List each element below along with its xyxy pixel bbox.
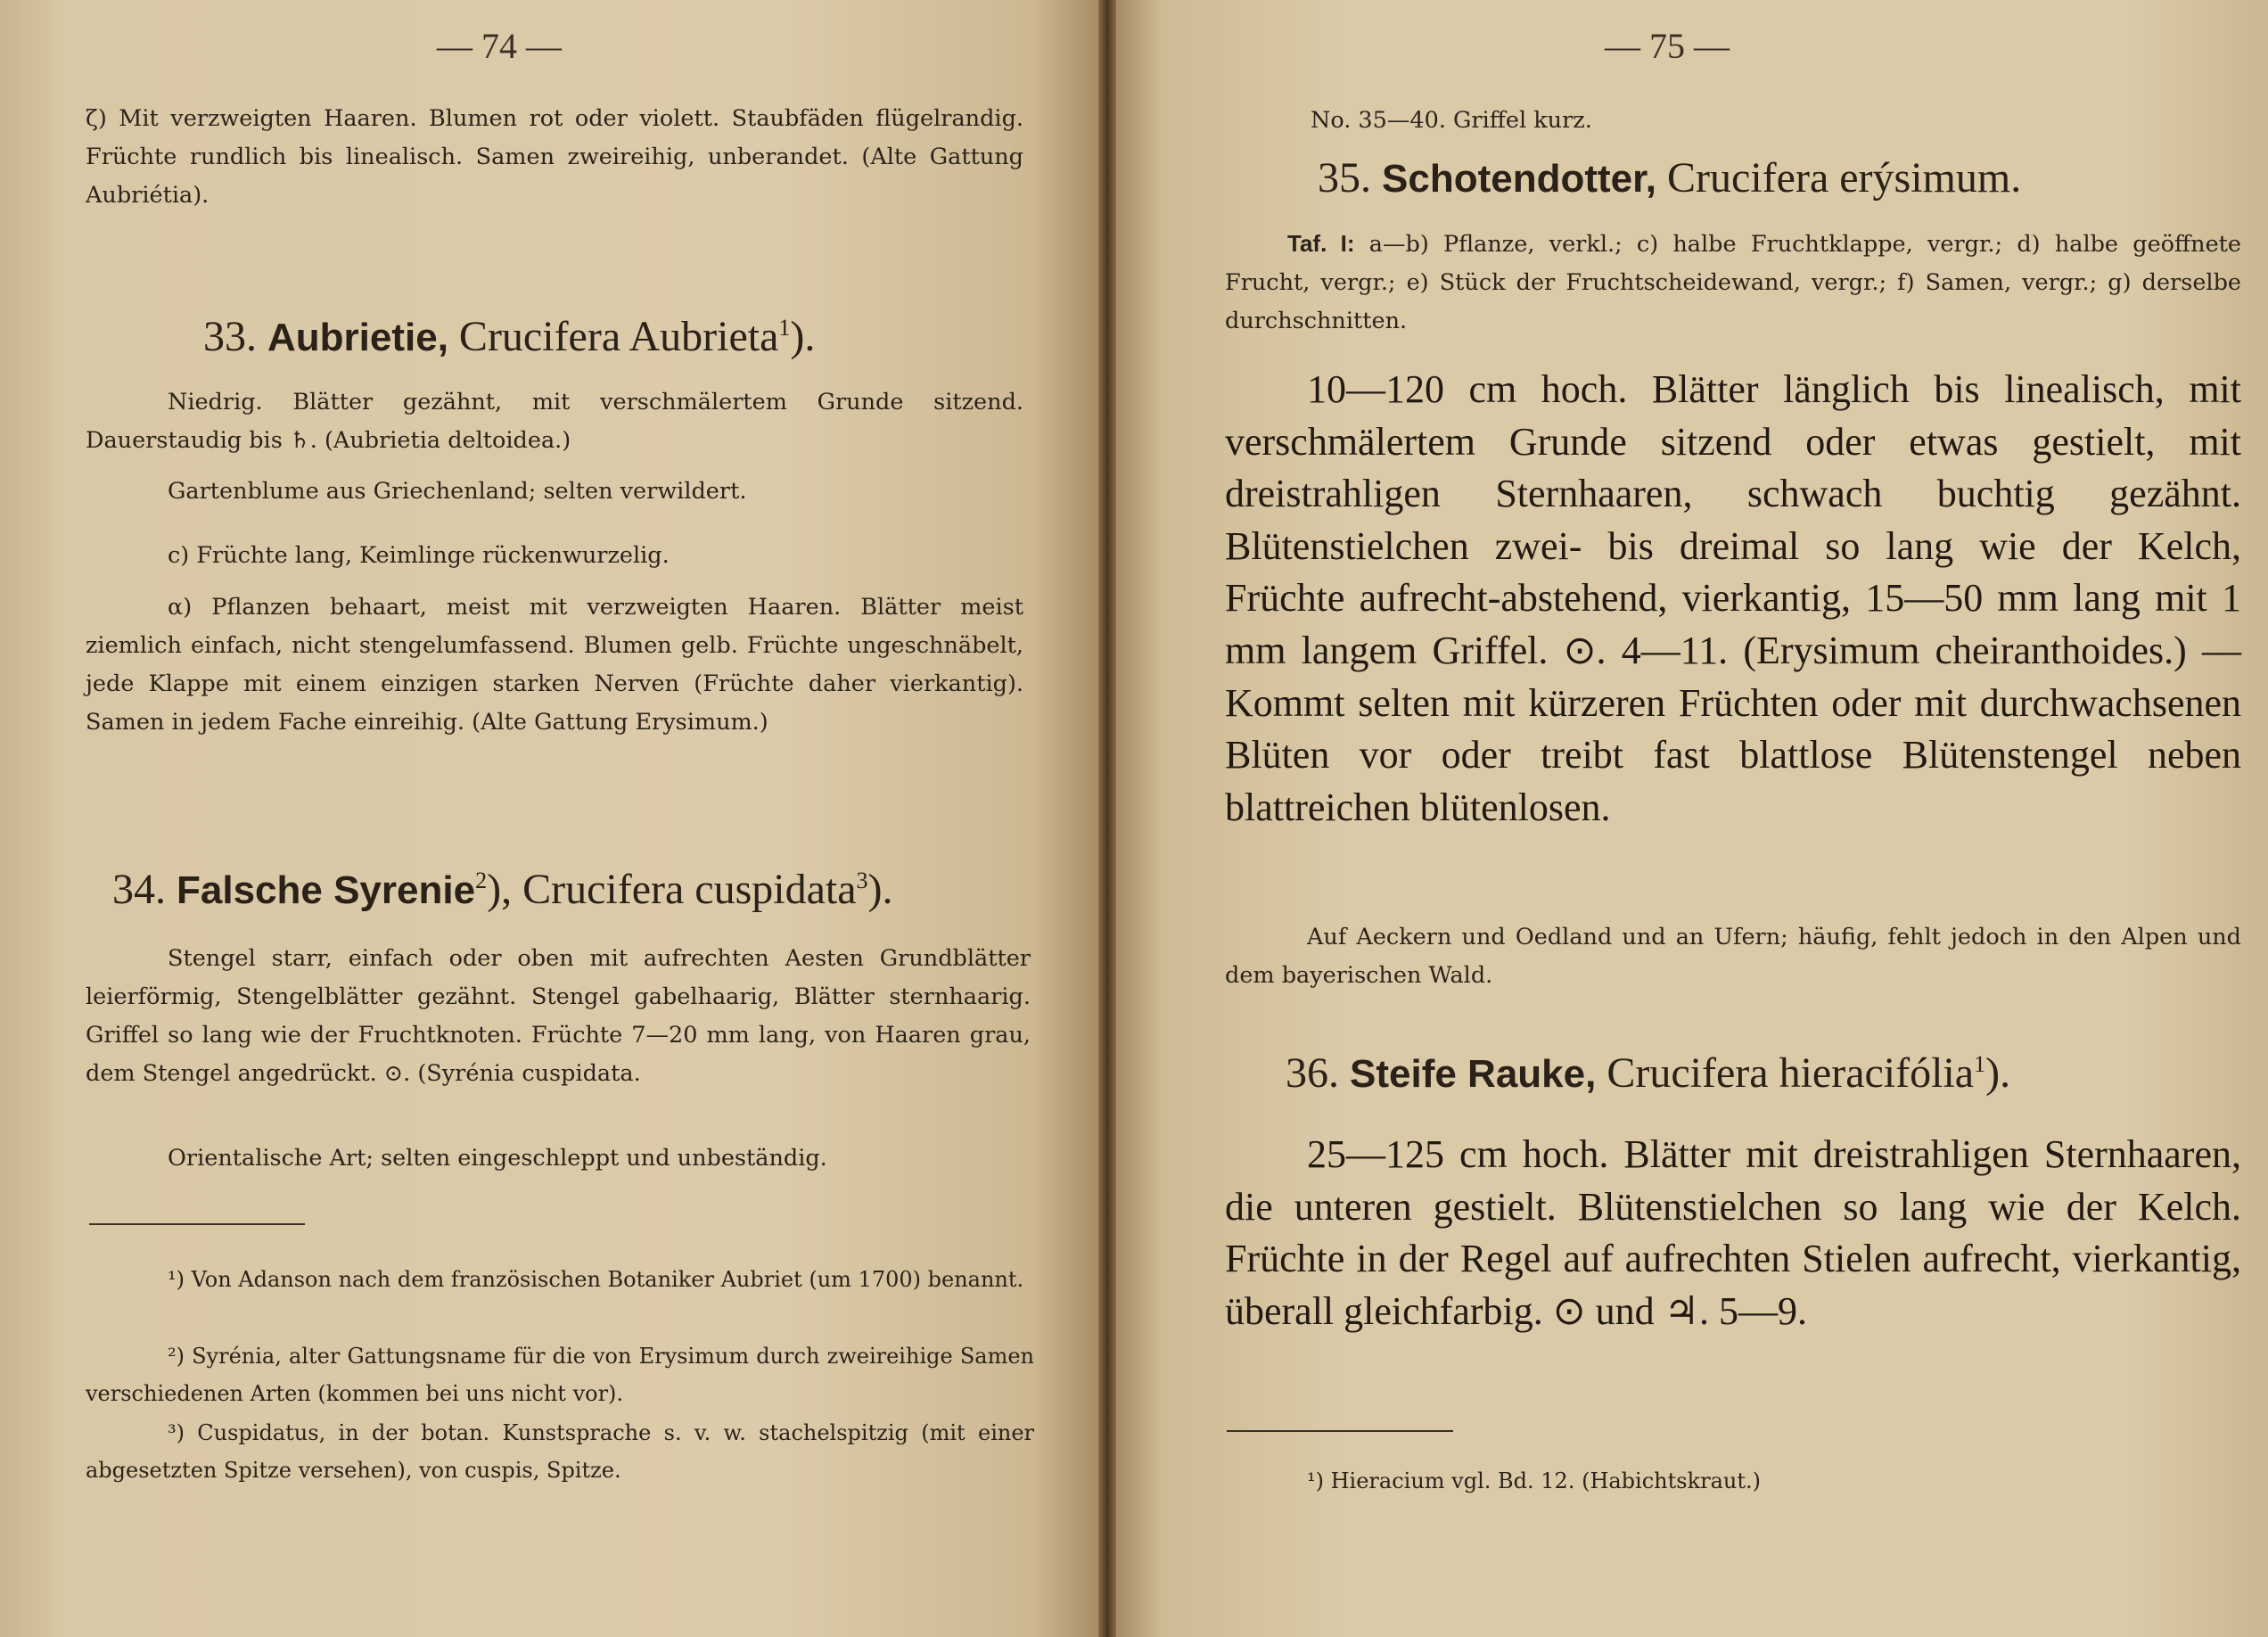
footnote-2: ²) Syrénia, alter Gattungsname für die von Erysimum durch zweireihige Samen verschiedenen Arten (kommen bei uns nicht vor).: [86, 1344, 1034, 1406]
page-number: — 74 —: [437, 26, 562, 66]
subgroup-description: α) Pflanzen behaart, meist mit verzweigten Haaren. Blätter meist ziemlich einfach, nicht stengelumfassend. Blumen gelb. Früchte ungeschnäbelt, jede Klappe mit einem einzigen starken Nerven (Früchte daher vierkantig). Samen in jedem Fache einreihig. (Alte Gattung Erysimum.): [86, 594, 1023, 736]
footnote-marker: 1: [1974, 1051, 1986, 1077]
species-name: Steife Rauke,: [1350, 1052, 1597, 1096]
section-number: 36.: [1286, 1049, 1339, 1097]
habitat-paragraph: Orientalische Art; selten eingeschleppt und unbeständig.: [168, 1145, 827, 1172]
latin-name: Crucifera Aubrieta: [458, 313, 779, 360]
footnote-marker: 2: [475, 868, 488, 893]
description-paragraph: 25—125 cm hoch. Blätter mit dreistrahligen Sternhaaren, die unteren gestielt. Blütenstielchen so lang wie der Kelch. Früchte in der Regel auf aufrechten Stielen aufrecht, vierkantig, überall gleichfarbig. ⊙ und ♃. 5—9.: [1225, 1132, 2241, 1333]
footnote-rule: [89, 1223, 305, 1225]
plate-text: a—b) Pflanze, verkl.; c) halbe Fruchtklappe, vergr.; d) halbe geöffnete Frucht, vergr.; e) Stück der Fruchtscheidewand, vergr.; f) Samen, vergr.; g) derselbe durchschnitten.: [1225, 231, 2242, 334]
description-paragraph: 10—120 cm hoch. Blätter länglich bis linealisch, mit verschmälertem Grunde sitzend oder etwas gestielt, mit dreistrahligen Sternhaaren, schwach buchtig gezähnt. Blütenstielchen zwei- bis dreimal so lang wie der Kelch, Früchte aufrecht-abstehend, vierkantig, 15—50 mm lang mit 1 mm langem Griffel. ⊙. 4—11. (Erysimum cheiranthoides.) — Kommt selten mit kürzeren Früchten oder mit durchwachsenen Blüten vor oder treibt fast blattlose Blütenstengel neben blattreichen blütenlosen.: [1225, 367, 2241, 829]
species-name: Falsche Syrenie: [177, 868, 476, 912]
description-paragraph: Niedrig. Blätter gezähnt, mit verschmälertem Grunde sitzend. Dauerstaudig bis ♄. (Aubrietia deltoidea.): [86, 389, 1023, 454]
heading-tail: ).: [790, 313, 816, 360]
section-heading-35: [1318, 153, 2021, 202]
book-gutter: [1098, 0, 1116, 1637]
intro-paragraph: ζ) Mit verzweigten Haaren. Blumen rot oder violett. Staubfäden flügelrandig. Früchte rundlich bis linealisch. Samen zweireihig, unberandet. (Alte Gattung Aubriétia).: [86, 105, 1023, 209]
intro-paragraph: No. 35—40. Griffel kurz.: [1311, 107, 1592, 134]
subgroup-heading: c) Früchte lang, Keimlinge rückenwurzelig.: [168, 542, 670, 569]
footnote-rule: [1227, 1430, 1453, 1432]
habitat-paragraph: Auf Aeckern und Oedland und an Ufern; häufig, fehlt jedoch in den Alpen und dem bayerischen Wald.: [1225, 924, 2241, 989]
section-heading-34: [112, 865, 893, 914]
section-heading-33: [203, 312, 815, 361]
latin-name: ), Crucifera cuspidata: [487, 866, 857, 913]
heading-tail: ).: [1985, 1049, 2011, 1097]
page-number: — 75 —: [1605, 26, 1730, 66]
section-number: 33.: [203, 313, 257, 360]
latin-name: Crucifera erýsimum.: [1667, 154, 2022, 202]
footnote-marker: 1: [778, 315, 791, 341]
footnote-1: ¹) Von Adanson nach dem französischen Botaniker Aubriet (um 1700) benannt.: [168, 1267, 1024, 1292]
heading-tail: ).: [867, 866, 893, 913]
plate-label: Taf. I:: [1287, 230, 1355, 257]
footnote-3: ³) Cuspidatus, in der botan. Kunstsprache s. v. w. stachelspitzig (mit einer abgesetzten Spitze versehen), von cuspis, Spitze.: [86, 1420, 1034, 1483]
footnote-1: ¹) Hieracium vgl. Bd. 12. (Habichtskraut.): [1307, 1468, 1761, 1493]
species-name: Aubrietie,: [267, 316, 448, 359]
section-number: 35.: [1318, 154, 1371, 202]
section-heading-36: [1286, 1049, 2010, 1098]
description-paragraph: Stengel starr, einfach oder oben mit aufrechten Aesten Grundblätter leierförmig, Stengelblätter gezähnt. Stengel gabelhaarig, Blätter sternhaarig. Griffel so lang wie der Fruchtknoten. Früchte 7—20 mm lang, von Haaren grau, dem Stengel angedrückt. ⊙. (Syrénia cuspidata.: [86, 945, 1031, 1087]
left-page: [0, 0, 1098, 1637]
latin-name: Crucifera hieracifólia: [1606, 1049, 1975, 1097]
footnote-marker: 3: [856, 868, 868, 893]
species-name: Schotendotter,: [1382, 157, 1657, 201]
right-page: [1116, 0, 2268, 1637]
habitat-paragraph: Gartenblume aus Griechenland; selten verwildert.: [168, 478, 747, 505]
section-number: 34.: [112, 866, 166, 913]
plate-reference: [1225, 225, 2241, 341]
